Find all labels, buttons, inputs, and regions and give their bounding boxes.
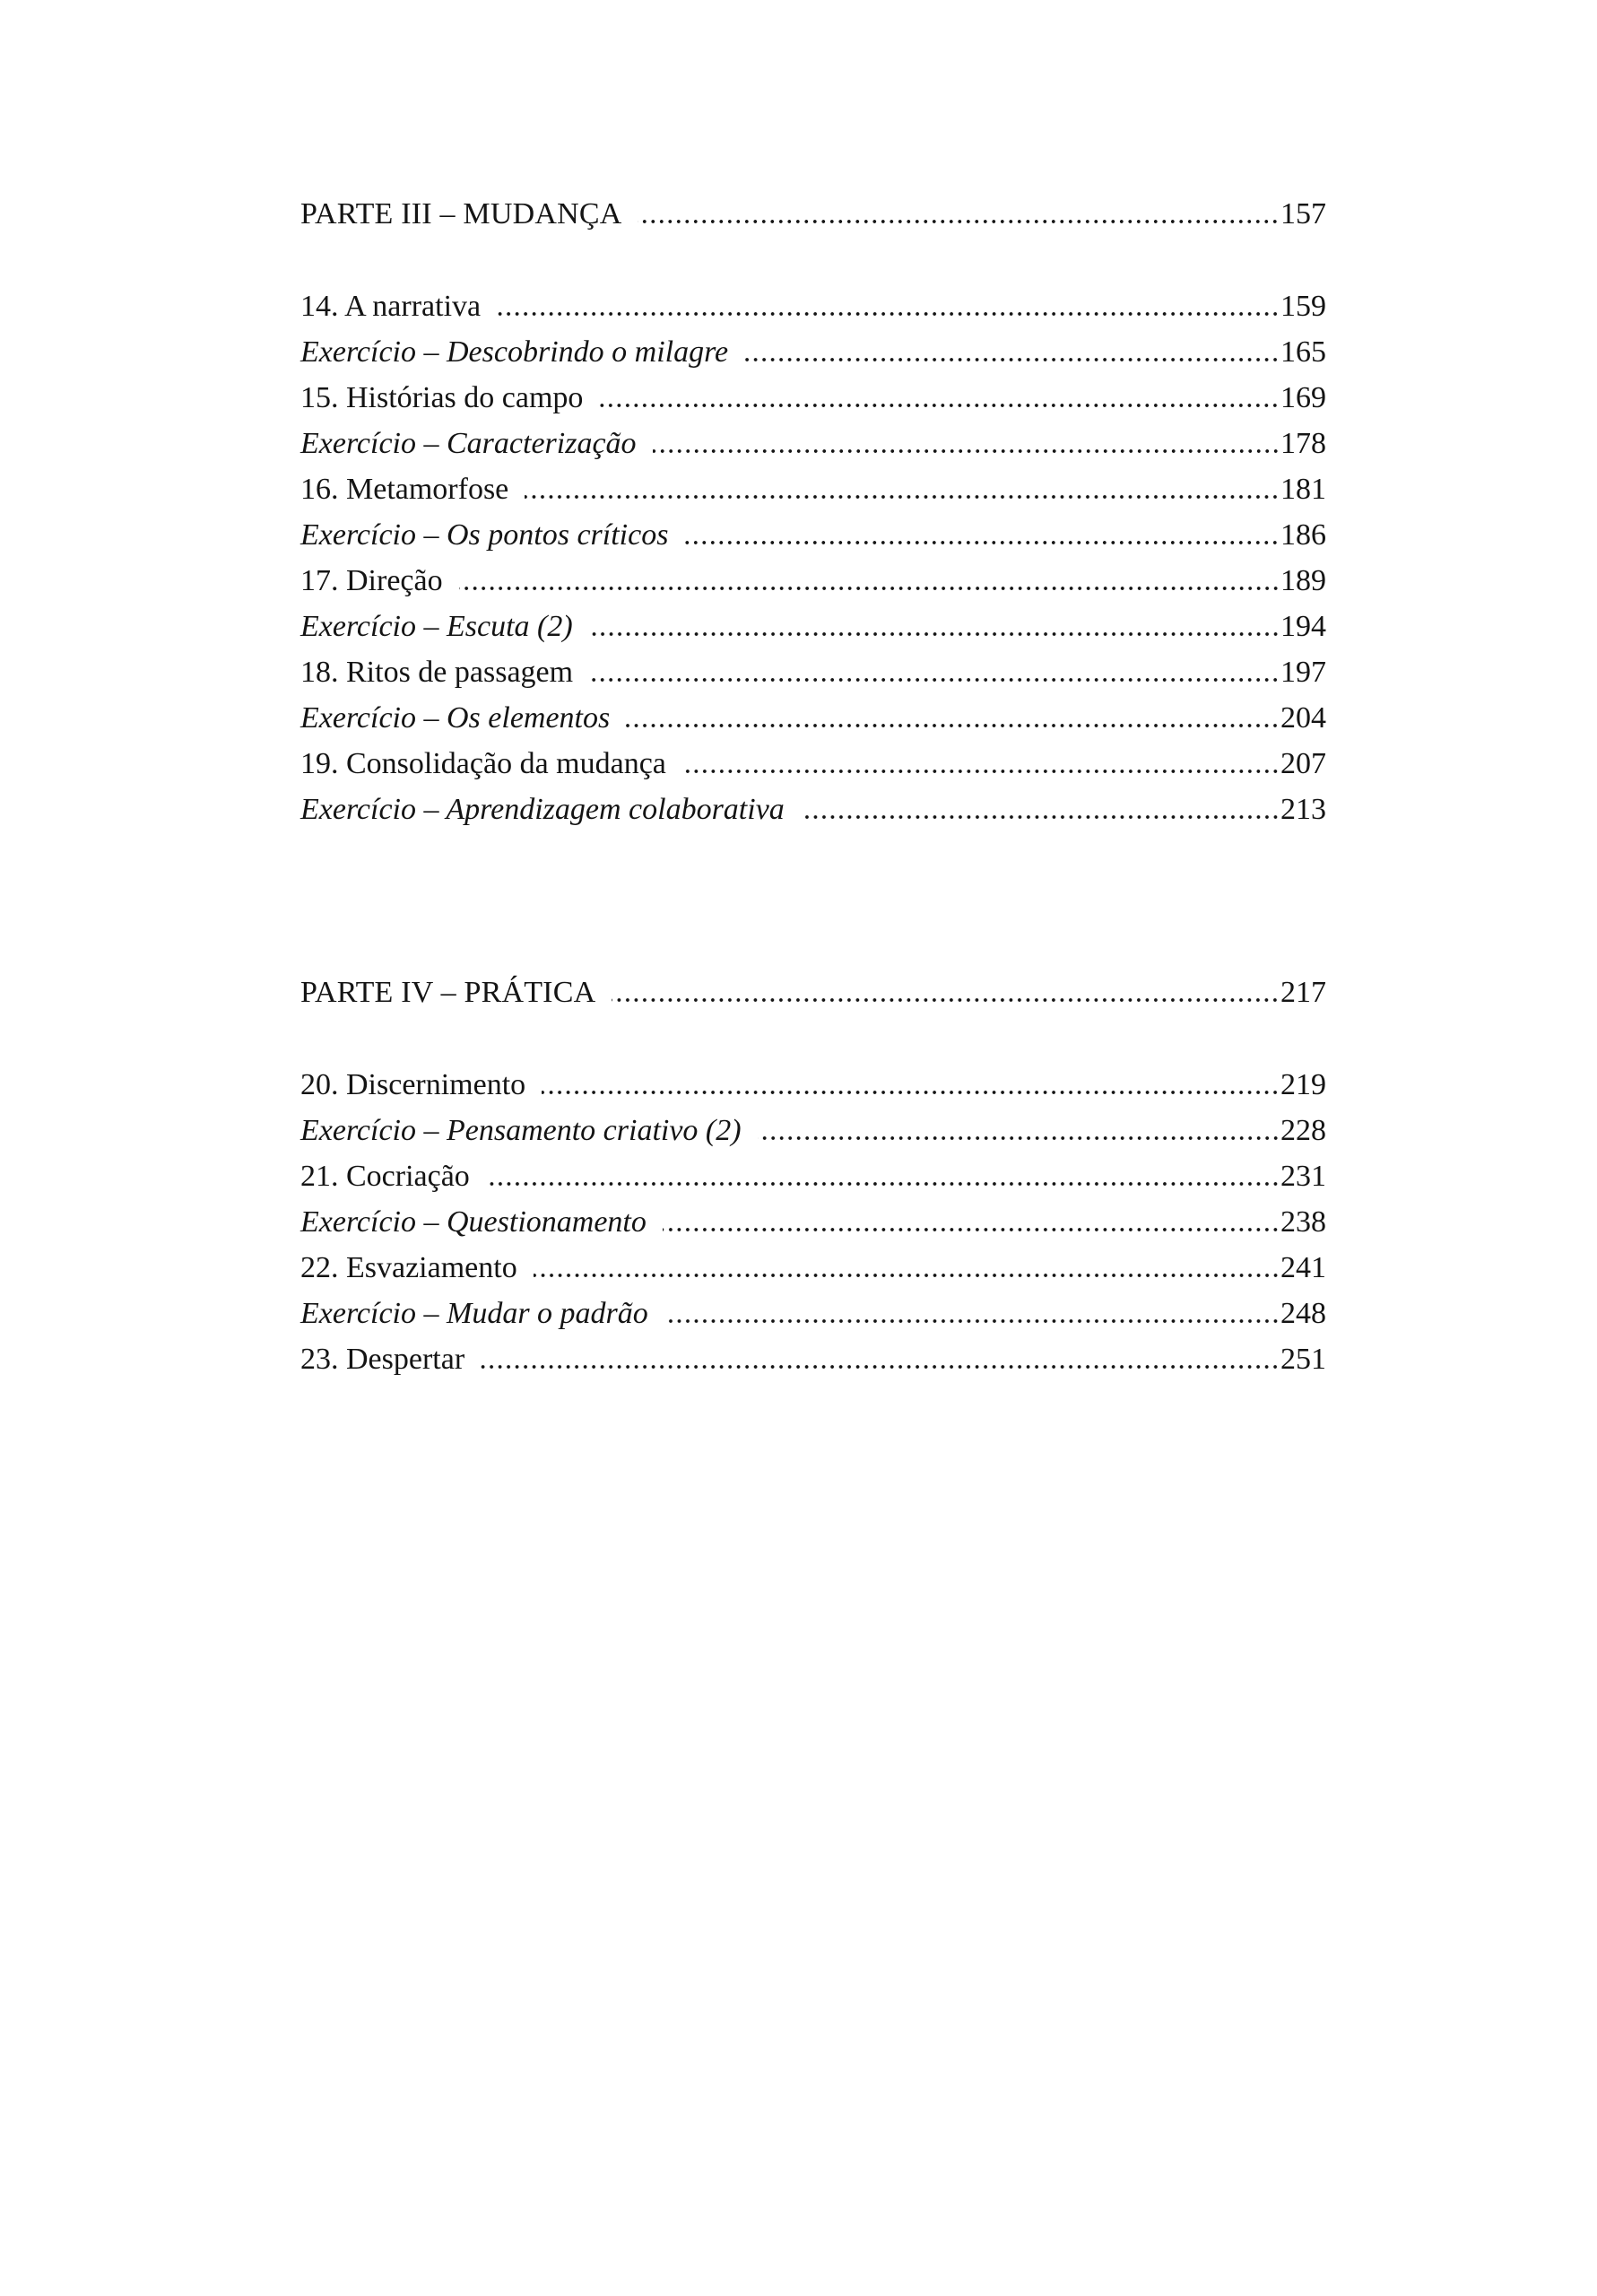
page-number: 169	[1280, 381, 1326, 414]
page-number: 186	[1280, 518, 1326, 552]
entry-label: Exercício – Descobrindo o milagre	[300, 335, 729, 369]
page-number: 194	[1280, 610, 1326, 643]
page-number: 251	[1280, 1343, 1326, 1376]
dot-leader	[638, 220, 1280, 265]
dot-leader	[626, 724, 1280, 770]
entry-label: 20. Discernimento	[300, 1068, 526, 1101]
page-number: 204	[1280, 701, 1326, 735]
page-number: 248	[1280, 1297, 1326, 1330]
page-number: 178	[1280, 427, 1326, 460]
entry-label: Exercício – Mudar o padrão	[300, 1297, 648, 1330]
page-number: 217	[1280, 976, 1326, 1009]
entry-label: 14. A narrativa	[300, 290, 482, 323]
entry-label: 22. Esvaziamento	[300, 1251, 517, 1284]
page-number: 197	[1280, 656, 1326, 689]
page-number: 238	[1280, 1205, 1326, 1239]
page-number: 157	[1280, 197, 1326, 230]
entry-label: Exercício – Pensamento criativo (2)	[300, 1114, 742, 1147]
entry-label: 18. Ritos de passagem	[300, 656, 574, 689]
entry-label: Exercício – Escuta (2)	[300, 610, 573, 643]
toc-entry-list	[300, 283, 1326, 832]
page-number: 213	[1280, 793, 1326, 826]
dot-leader	[758, 1136, 1280, 1182]
entry-label: 21. Cocriação	[300, 1160, 470, 1193]
toc-section-parte-iii	[300, 191, 1326, 832]
entry-label: 23. Despertar	[300, 1343, 465, 1376]
page-number: 207	[1280, 747, 1326, 780]
dot-leader	[664, 1319, 1280, 1365]
page-number: 241	[1280, 1251, 1326, 1284]
entry-label: 16. Metamorfose	[300, 473, 509, 506]
dot-leader	[599, 404, 1280, 449]
dot-leader	[612, 998, 1280, 1044]
dot-leader	[684, 541, 1280, 587]
page-number: 165	[1280, 335, 1326, 369]
part-title: PARTE III – MUDANÇA	[300, 197, 622, 230]
entry-label: Exercício – Questionamento	[300, 1205, 647, 1239]
toc-section-parte-iv	[300, 970, 1326, 1382]
dot-leader	[653, 449, 1280, 495]
dot-leader	[589, 632, 1280, 678]
dot-leader	[801, 815, 1280, 861]
toc-entry[interactable]	[300, 1062, 1326, 1108]
entry-label: 17. Direção	[300, 564, 443, 597]
part-title: PARTE IV – PRÁTICA	[300, 976, 596, 1009]
page-number: 231	[1280, 1160, 1326, 1193]
table-of-contents	[300, 191, 1326, 1382]
toc-entry[interactable]	[300, 283, 1326, 329]
dot-leader	[744, 358, 1280, 404]
page-number: 159	[1280, 290, 1326, 323]
dot-leader	[663, 1228, 1280, 1274]
toc-part-heading[interactable]	[300, 970, 1326, 1015]
page-number: 219	[1280, 1068, 1326, 1101]
toc-part-heading[interactable]	[300, 191, 1326, 237]
entry-label: Exercício – Os pontos críticos	[300, 518, 669, 552]
entry-label: 15. Histórias do campo	[300, 381, 584, 414]
page-number: 228	[1280, 1114, 1326, 1147]
page-number: 181	[1280, 473, 1326, 506]
entry-label: Exercício – Os elementos	[300, 701, 611, 735]
entry-label: Exercício – Aprendizagem colaborativa	[300, 793, 785, 826]
page-number: 189	[1280, 564, 1326, 597]
entry-label: Exercício – Caracterização	[300, 427, 637, 460]
dot-leader	[481, 1365, 1280, 1411]
dot-leader	[589, 678, 1280, 724]
toc-entry-list	[300, 1062, 1326, 1382]
entry-label: 19. Consolidação da mudança	[300, 747, 666, 780]
